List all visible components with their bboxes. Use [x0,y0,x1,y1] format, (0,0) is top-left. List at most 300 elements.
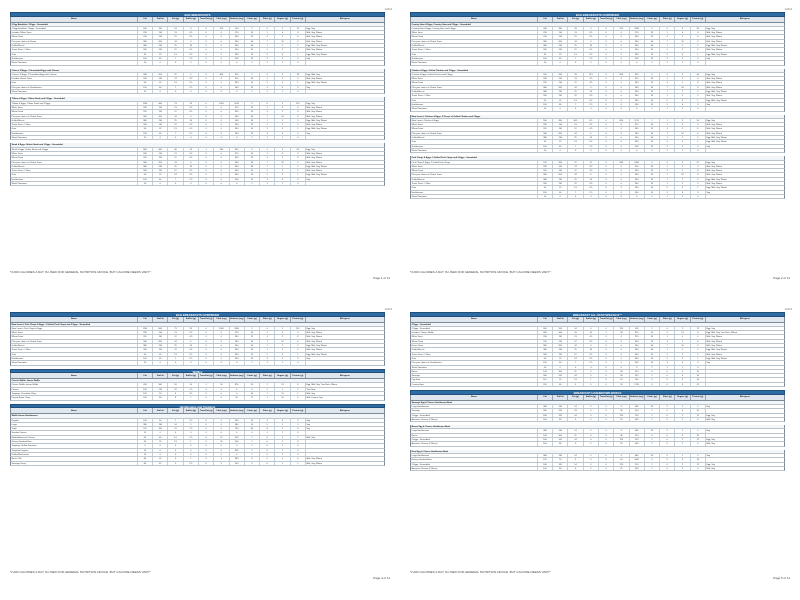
nutrition-cell: 5 [691,454,706,457]
nutrition-cell: 16 [275,340,290,343]
nutrition-cell: 110 [553,340,568,343]
nutrition-cell: 0 [599,169,614,172]
item-name: Grits [11,53,138,56]
allergens-cell: Egg, Soy [706,327,715,330]
nutrition-cell: 1 [260,148,275,151]
nutrition-cell: 1 [275,44,290,47]
nutrition-cell: 60 [138,440,153,443]
nutrition-cell: 0 [599,414,614,417]
nutrition-cell: 8 [291,335,306,338]
nutrition-cell: 0 [599,123,614,126]
nutrition-cell: 26 [245,152,260,155]
nutrition-cell: 300 [230,348,245,351]
nutrition-cell: 0 [675,383,690,386]
nutrition-cell: 25 [614,442,629,445]
allergens-cell: Soy [706,362,711,365]
nutrition-cell: 24 [568,409,583,412]
item-name: White Toast [411,77,538,80]
nutrition-cell: 2 [245,436,260,439]
nutrition-cell: 13 [568,165,583,168]
nutrition-cell: 17 [245,396,260,399]
nutrition-cell: 30.5 [568,119,583,122]
nutrition-cell: 1 [660,77,675,80]
nutrition-cell: 34 [645,173,660,176]
allergens-cell: Egg, Soy [706,27,715,30]
column-header: Sugars (g) [275,17,290,22]
nutrition-cell: 8 [291,110,306,113]
nutrition-cell: 500 [630,467,645,470]
nutrition-cell: 0 [260,462,275,465]
nutrition-cell: 0 [553,107,568,110]
nutrition-cell: 29 [245,419,260,422]
nutrition-cell: 510 [630,370,645,373]
nutrition-cell: 0 [553,366,568,369]
nutrition-cell: 4 [184,27,199,30]
nutrition-cell: 210 [538,169,553,172]
nutrition-cell: 4 [584,370,599,373]
nutrition-cell: 5 [584,442,599,445]
allergens-cell [706,107,784,110]
column-header: Name [411,317,538,322]
nutrition-cell: 0 [168,361,183,364]
nutrition-cell: 260 [630,132,645,135]
nutrition-cell: 35 [645,94,660,97]
nutrition-cell: 380 [538,454,553,457]
nutrition-cell: 16 [645,357,660,360]
column-header: Chol (mg) [214,17,229,22]
item-name: Texas Toast - 1 Slice [11,348,138,351]
column-header: TransFat (g) [599,18,613,21]
nutrition-cell: 100 [538,467,553,470]
nutrition-cell: 1 [291,127,306,130]
nutrition-cell: 10 [538,366,553,369]
nutrition-cell: 100 [553,370,568,373]
nutrition-cell: 4 [660,81,675,84]
nutrition-cell: 130 [553,429,568,432]
page-number: Page 1 of 11 [373,276,390,280]
nutrition-cell: 4 [260,35,275,38]
nutrition-cell: 0 [614,344,629,347]
nutrition-cell: 50 [614,458,629,461]
nutrition-cell: 4 [675,31,690,34]
allergens-cell: Soy [306,57,311,60]
nutrition-cell: 0 [153,449,168,452]
nutrition-cell: 210 [538,81,553,84]
nutrition-cell: 3 [660,361,675,364]
nutrition-cell: 0 [199,152,214,155]
nutrition-cell: 0 [199,106,214,109]
nutrition-cell: 200 [153,340,168,343]
item-name: 2 Eggs - Scrambled [411,463,538,466]
nutrition-cell: 12 [168,169,183,172]
nutrition-cell: 23 [645,127,660,130]
column-header: Carbs (g) [645,317,660,322]
nutrition-cell: 0 [660,418,675,421]
allergens-cell: Milk, Soy, Wheat [706,36,722,39]
nutrition-cell: 0 [184,453,199,456]
item-name: Includes: Bacon Toast [11,77,138,80]
allergens-cell: Egg, Milk, Soy, Wheat [306,128,327,131]
nutrition-cell: 0 [199,35,214,38]
nutrition-cell: 0 [599,107,614,110]
nutrition-cell: 0 [199,81,214,84]
nutrition-cell: 2 [245,73,260,76]
nutrition-cell: 4.5 [584,353,599,356]
item-name: Grits [411,357,538,360]
nutrition-cell: 0 [660,378,675,381]
nutrition-cell: 11 [568,434,583,437]
nutrition-cell: 120 [538,458,553,461]
nutrition-cell: 9 [584,27,599,30]
column-header: Chol (mg) [614,317,629,322]
nutrition-cell: 1 [275,444,290,447]
item-name: Bacon [411,434,538,437]
nutrition-cell: 24 [568,344,583,347]
nutrition-cell: 0 [214,90,229,93]
item-name: Large Hashbrowns [411,405,538,408]
nutrition-cell: 16 [245,173,260,176]
nutrition-cell: 0 [199,178,214,181]
nutrition-cell: 25 [553,99,568,102]
nutrition-cell: 0.5 [584,99,599,102]
nutrition-cell: 0 [675,103,690,106]
nutrition-cell: 7 [168,357,183,360]
nutrition-cell: 300 [138,161,153,164]
nutrition-cell: 3 [660,191,675,194]
column-header: Protein (g) [691,17,706,22]
nutrition-cell: 3 [291,132,306,135]
nutrition-cell: 1 [199,148,214,151]
nutrition-cell: 14 [184,44,199,47]
nutrition-cell: 6 [584,132,599,135]
nutrition-cell: 6 [691,344,706,347]
allergens-cell: Milk, Soy, Wheat [306,349,322,352]
nutrition-cell: 4 [245,148,260,151]
nutrition-cell: 5 [645,27,660,30]
nutrition-cell: 5 [660,186,675,189]
column-header: SatFat (g) [584,395,599,400]
nutrition-cell: 0 [214,453,229,456]
nutrition-cell: 0 [599,77,614,80]
allergens-cell: Soy [706,405,711,408]
nutrition-cell: 0 [614,53,629,56]
nutrition-cell: 3 [675,73,690,76]
nutrition-cell: 0 [199,340,214,343]
nutrition-cell: 23 [245,335,260,338]
nutrition-cell: 35 [245,123,260,126]
nutrition-cell: 0 [660,414,675,417]
column-header: Chol (mg) [614,395,629,400]
nutrition-cell: 1 [660,353,675,356]
nutrition-cell: 4 [675,458,690,461]
nutrition-cell: 870 [630,331,645,334]
nutrition-cell: 25 [614,467,629,470]
column-header: Chol (mg) [614,17,629,22]
allergens-cell: Milk, Soy, Wheat [306,36,322,39]
nutrition-cell: 34 [645,86,660,89]
nutrition-cell: 0 [599,374,614,377]
nutrition-cell: 380 [538,136,553,139]
nutrition-cell: 900 [230,119,245,122]
nutrition-cell: 6 [691,442,706,445]
nutrition-cell: 3 [691,191,706,194]
nutrition-cell: 0 [660,383,675,386]
nutrition-cell: 0 [599,366,614,369]
nutrition-cell: 1 [675,90,690,93]
nutrition-cell: 1 [275,449,290,452]
nutrition-cell: 0.5 [184,127,199,130]
nutrition-cell: 0 [675,186,690,189]
allergens-cell [706,195,784,198]
nutrition-cell: 1 [275,90,290,93]
nutrition-cell: 300 [630,182,645,185]
nutrition-cell: 8 [691,331,706,334]
nutrition-cell: 0 [214,156,229,159]
allergens-cell: Egg, Soy [706,73,715,76]
nutrition-cell: 120 [138,392,153,395]
nutrition-cell: 0 [214,136,229,139]
nutrition-cell: 5 [291,423,306,426]
nutrition-cell: 0 [599,182,614,185]
column-header: Cal [538,17,553,22]
nutrition-cell: 2.5 [168,440,183,443]
nutrition-cell: 0 [614,136,629,139]
column-header: FatCal [553,395,568,400]
nutrition-cell: 5 [691,429,706,432]
nutrition-cell: 2 [260,383,275,386]
nutrition-cell: 410 [138,383,153,386]
nutrition-cell: 9 [568,442,583,445]
nutrition-cell: 0 [675,99,690,102]
nutrition-cell: 7 [568,191,583,194]
nutrition-cell: 2.5 [568,357,583,360]
item-name: American Cheese (2 Slices) [411,418,538,421]
nutrition-cell: 18 [291,73,306,76]
allergens-cell: Egg, Soy [706,161,715,164]
column-header: Sodium (mg) [629,318,644,321]
nutrition-cell: 0 [691,107,706,110]
nutrition-cell: 0 [153,361,168,364]
nutrition-cell: 4 [584,434,599,437]
nutrition-cell: 110 [553,353,568,356]
item-name: Hickory Smoked Ham [411,458,538,461]
allergens-cell: Soy [706,430,711,433]
nutrition-cell: 26 [245,106,260,109]
nutrition-cell: 0 [630,195,645,198]
nutrition-cell: 0 [260,327,275,330]
item-name: Grits [411,53,538,56]
nutrition-cell: 2 [275,169,290,172]
item-name: Plus your choice of: Raisin Toast [411,173,538,176]
column-header: Name [411,17,538,22]
allergens-cell: Milk, Soy, Wheat [306,336,322,339]
nutrition-cell: 24 [568,40,583,43]
nutrition-cell: 2.5 [584,103,599,106]
nutrition-cell: 5 [260,173,275,176]
item-name: Raisin Toast [411,344,538,347]
page-sheet [0,300,400,600]
nutrition-cell: 4 [275,152,290,155]
nutrition-cell: 45 [153,462,168,465]
nutrition-cell: 60 [553,57,568,60]
nutrition-cell: 0 [599,48,614,51]
nutrition-cell: 24 [568,173,583,176]
allergens-cell: Egg, Soy [706,463,715,466]
nutrition-cell: 190 [153,427,168,430]
nutrition-cell: 370 [614,414,629,417]
nutrition-cell: 25 [553,140,568,143]
nutrition-cell: 29 [645,361,660,364]
nutrition-cell: 0.5 [184,53,199,56]
nutrition-cell: 1 [260,77,275,80]
nutrition-cell: 0 [614,340,629,343]
nutrition-cell: 200 [153,73,168,76]
column-header: Fat (g) [568,17,583,22]
nutrition-cell: 3 [675,27,690,30]
nutrition-cell: 240 [630,145,645,148]
nutrition-cell: 0 [153,182,168,185]
nutrition-cell: 7 [660,40,675,43]
nutrition-cell: 1 [260,331,275,334]
nutrition-cell: 14 [568,405,583,408]
nutrition-cell: 1 [260,136,275,139]
nutrition-cell: 2.5 [568,53,583,56]
allergens-cell: Milk, Soy [306,436,315,439]
nutrition-cell: 2.5 [184,357,199,360]
nutrition-cell: 8.5 [584,119,599,122]
nutrition-cell: 7 [660,132,675,135]
nutrition-cell: 1 [675,178,690,181]
nutrition-cell: 1 [660,178,675,181]
nutrition-cell: 230 [138,31,153,34]
nutrition-cell: 1 [275,453,290,456]
nutrition-cell: 300 [538,173,553,176]
allergens-cell: Milk, Soy, Wheat [306,49,322,52]
nutrition-cell: 3 [245,102,260,105]
nutrition-cell: 5 [291,169,306,172]
item-name: 2 Eggs - Scrambled [411,438,538,441]
item-name: Classic Waffle: House Waffle [11,383,138,386]
column-header: Sugars (g) [675,317,690,322]
item-name: Grilled Mushrooms [11,453,138,456]
nutrition-cell: 0 [214,132,229,135]
nutrition-cell: 0 [584,149,599,152]
nutrition-cell: 26 [645,77,660,80]
nutrition-cell: 50 [614,374,629,377]
nutrition-cell: 380 [230,457,245,460]
nutrition-cell: 16 [275,115,290,118]
nutrition-cell: 34 [645,132,660,135]
nutrition-cell: 13 [168,77,183,80]
nutrition-cell: 250 [230,436,245,439]
nutrition-cell: 25 [168,165,183,168]
nutrition-cell: 0 [584,458,599,461]
allergens-cell: Milk, Soy, Wheat [706,336,722,339]
nutrition-cell: 0 [614,366,629,369]
column-header: Cal [138,17,153,22]
nutrition-cell: 13 [168,106,183,109]
nutrition-cell: 0 [214,331,229,334]
nutrition-cell: 0 [599,409,614,412]
nutrition-cell: 0 [275,86,290,89]
nutrition-cell: 200 [553,173,568,176]
nutrition-cell: 0.5 [184,81,199,84]
group-title: 2 Eggs - Scrambled [411,323,431,326]
nutrition-cell: 190 [138,388,153,391]
nutrition-cell: 4 [584,463,599,466]
allergens-cell [706,374,784,377]
group-title: Country Ham & Eggs: Country Ham and 2 Eggs - Scrambled [411,23,471,26]
nutrition-cell: 14 [568,438,583,441]
nutrition-cell: 0 [184,431,199,434]
nutrition-cell: 900 [230,344,245,347]
item-name: Sliced Tomatoes [411,107,538,110]
nutrition-cell: 5 [660,454,675,457]
item-name: Plus your choice of: Bacon [11,40,138,43]
nutrition-cell: 0 [291,361,306,364]
nutrition-cell: 23 [184,102,199,105]
nutrition-cell: 180 [538,414,553,417]
nutrition-cell: 1 [275,61,290,64]
nutrition-cell: 0 [214,127,229,130]
nutrition-cell: 0 [614,173,629,176]
item-name: Wheat Toast [411,81,538,84]
nutrition-cell: 11 [584,161,599,164]
nutrition-cell: 3.5 [184,392,199,395]
nutrition-cell: 50 [614,331,629,334]
nutrition-cell: 16 [675,86,690,89]
nutrition-cell: 0 [675,361,690,364]
nutrition-cell: 4 [660,127,675,130]
nutrition-cell: 60 [153,132,168,135]
nutrition-cell: 15 [214,436,229,439]
item-name: Hashbrowns [11,132,138,135]
nutrition-cell: 0 [599,103,614,106]
nutrition-cell: 480 [230,423,245,426]
allergens-cell [306,449,384,452]
column-header: Fiber (g) [260,317,275,322]
nutrition-cell: 335 [630,73,645,76]
allergens-cell: Soy [306,86,311,89]
nutrition-cell: 0 [214,335,229,338]
nutrition-cell: 3 [275,148,290,151]
nutrition-cell: 15 [138,431,153,434]
nutrition-cell: 40 [153,436,168,439]
nutrition-cell: 110 [538,378,553,381]
item-name: Steak & Eggs: Sirloin Steak and 2 Eggs [11,148,138,151]
nutrition-cell: 95 [230,396,245,399]
nutrition-cell: 3 [168,457,183,460]
allergens-cell: Egg, Milk, Soy, Wheat [306,345,327,348]
nutrition-cell: 110 [153,152,168,155]
nutrition-cell: 0 [199,86,214,89]
nutrition-cell: 100 [553,434,568,437]
nutrition-cell: 110 [553,127,568,130]
nutrition-cell: 12 [691,463,706,466]
nutrition-cell: 34 [645,90,660,93]
nutrition-cell: 330 [230,156,245,159]
nutrition-cell: 1 [260,361,275,364]
nutrition-cell: 260 [630,40,645,43]
nutrition-cell: 0 [199,40,214,43]
nutrition-cell: 4.5 [584,182,599,185]
nutrition-cell: 90 [138,173,153,176]
item-name: Plus your choice of: Raisin Toast [11,161,138,164]
item-name: Sliced Tomatoes [11,182,138,185]
nutrition-cell: 900 [630,348,645,351]
column-header: FatCal [553,17,568,22]
nutrition-cell: 120 [230,27,245,30]
